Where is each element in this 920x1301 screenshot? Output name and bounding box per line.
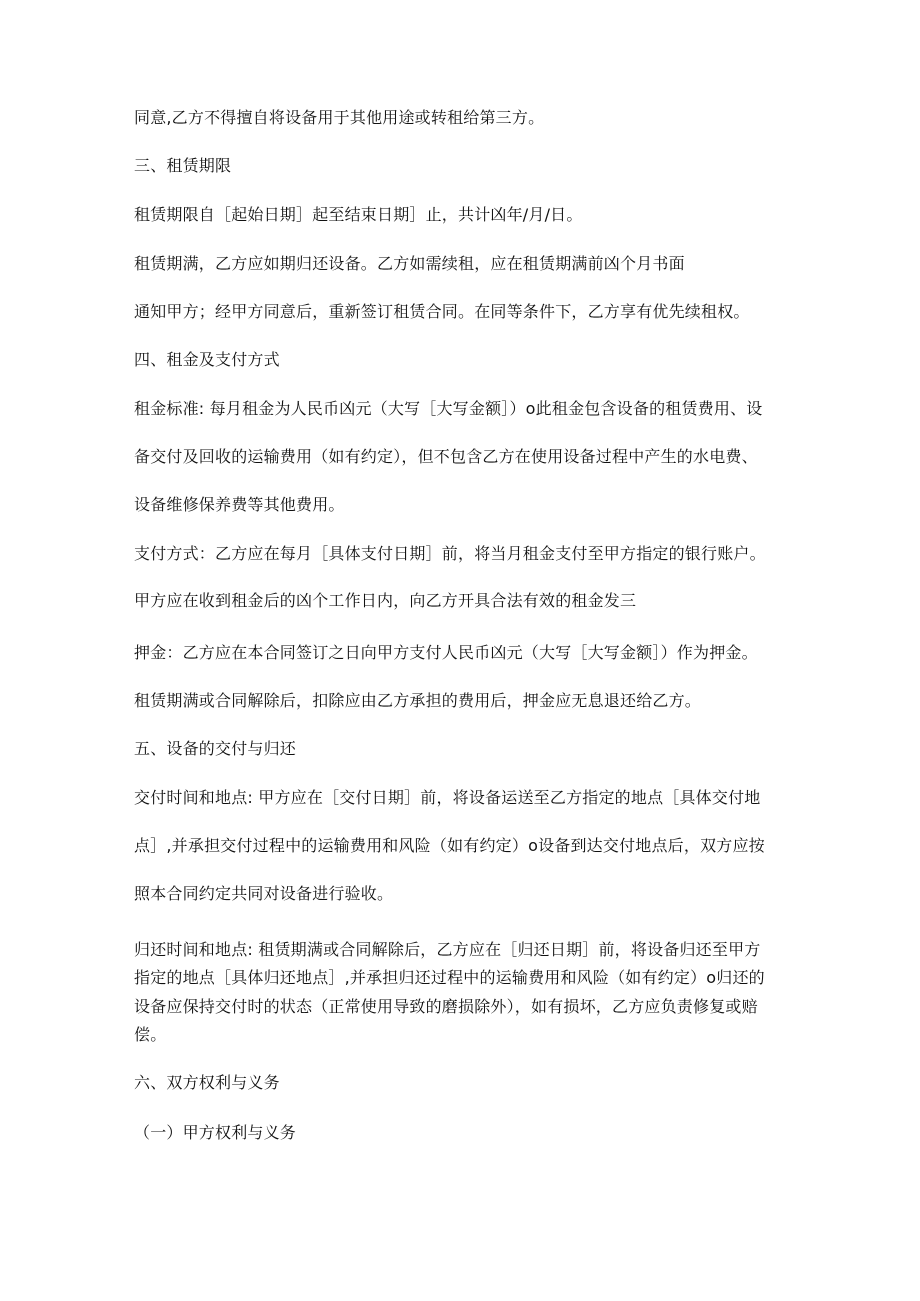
paragraph-line: 指定的地点［具体归还地点］,并承担归还过程中的运输费用和风险（如有约定）o归还的 [134, 968, 765, 987]
paragraph-line: 租赁期满或合同解除后，扣除应由乙方承担的费用后，押金应无息退还给乙方。 [134, 691, 702, 710]
section-heading-rent-payment: 四、租金及支付方式 [134, 350, 280, 369]
paragraph-line: 归还时间和地点: 租赁期满或合同解除后，乙方应在［归还日期］前，将设备归还至甲方 [134, 940, 761, 959]
paragraph-line: 支付方式：乙方应在每月［具体支付日期］前，将当月租金支付至甲方指定的银行账户。 [134, 544, 766, 563]
paragraph-line: 交付时间和地点: 甲方应在［交付日期］前，将设备运送至乙方指定的地点［具体交付地 [134, 788, 761, 807]
paragraph-line: 照本合同约定共同对设备进行验收。 [134, 884, 394, 903]
paragraph-line: 租赁期限自［起始日期］起至结束日期］止，共计凶年/月/日。 [134, 205, 583, 224]
section-heading-lease-term: 三、租赁期限 [134, 156, 232, 175]
paragraph-line: 同意,乙方不得擅自将设备用于其他用途或转租给第三方。 [134, 108, 545, 127]
subsection-heading-party-a: （一）甲方权利与义务 [134, 1123, 297, 1142]
paragraph-line: 偿。 [134, 1025, 167, 1044]
paragraph-line: 通知甲方；经甲方同意后，重新签订租赁合同。在同等条件下，乙方享有优先续租权。 [134, 302, 750, 321]
paragraph-line: 租金标准: 每月租金为人民币凶元（大写［大写金额］）o此租金包含设备的租赁费用、设 [134, 399, 763, 418]
paragraph-line: 押金：乙方应在本合同签订之日向甲方支付人民币凶元（大写［大写金额］）作为押金。 [134, 643, 758, 662]
section-heading-rights-obligations: 六、双方权利与义务 [134, 1073, 280, 1092]
paragraph-line: 设备应保持交付时的状态（正常使用导致的磨损除外），如有损坏，乙方应负责修复或赔 [134, 997, 758, 1016]
paragraph-line: 甲方应在收到租金后的凶个工作日内，向乙方开具合法有效的租金发三 [134, 591, 637, 610]
paragraph-line: 点］,并承担交付过程中的运输费用和风险（如有约定）o设备到达交付地点后，双方应按 [134, 836, 765, 855]
section-heading-delivery-return: 五、设备的交付与归还 [134, 739, 297, 758]
paragraph-line: 备交付及回收的运输费用（如有约定），但不包含乙方在使用设备过程中产生的水电费、 [134, 447, 758, 466]
paragraph-line: 设备维修保养费等其他费用。 [134, 495, 345, 514]
paragraph-line: 租赁期满，乙方应如期归还设备。乙方如需续租，应在租赁期满前凶个月书面 [134, 254, 685, 273]
